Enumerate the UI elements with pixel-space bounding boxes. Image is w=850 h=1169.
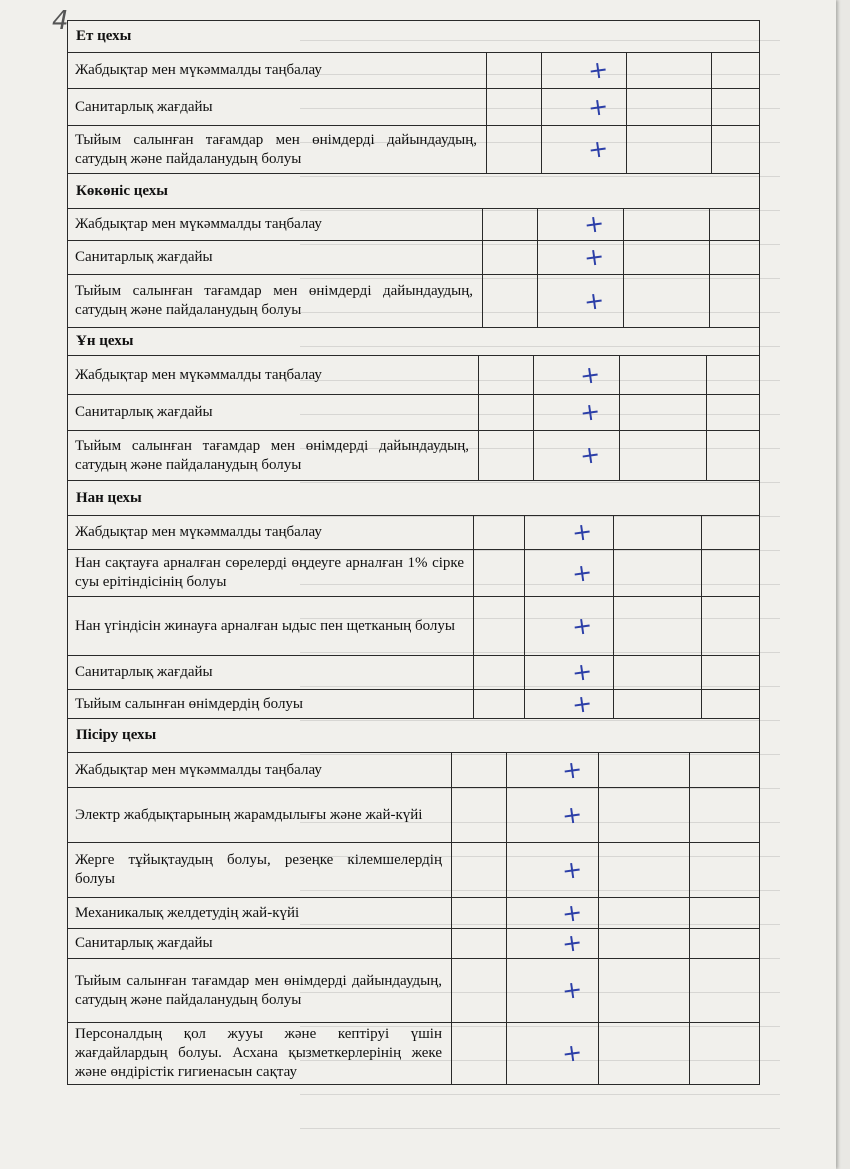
- checklist-row: [67, 752, 760, 788]
- check-mark: +: [578, 359, 602, 390]
- grid-column: [709, 275, 710, 327]
- checklist-row: [67, 125, 760, 174]
- grid-column: [701, 597, 702, 655]
- grid-column: [619, 395, 620, 430]
- checklist-row: [67, 240, 760, 275]
- grid-column: [701, 550, 702, 596]
- grid-column: [451, 753, 452, 787]
- item-text: Тыйым салынған тағамдар мен өнімдерді дайындаудың, сатудың және пайдаланудың болуы: [75, 131, 477, 167]
- check-mark: +: [560, 854, 584, 885]
- check-mark: +: [582, 285, 606, 316]
- grid-column: [598, 788, 599, 842]
- grid-column: [478, 395, 479, 430]
- checklist-row: [67, 787, 760, 843]
- grid-column: [689, 959, 690, 1022]
- grid-column: [486, 89, 487, 125]
- checklist-row: [67, 549, 760, 597]
- grid-column: [711, 89, 712, 125]
- check-mark: +: [586, 91, 610, 122]
- check-mark: +: [582, 208, 606, 240]
- item-text: Тыйым салынған тағамдар мен өнімдерді дайындаудың, сатудың және пайдаланудың болуы: [75, 972, 442, 1008]
- checklist-row: [67, 88, 760, 126]
- grid-column: [619, 356, 620, 394]
- grid-column: [613, 516, 614, 549]
- grid-column: [506, 753, 507, 787]
- grid-column: [537, 241, 538, 274]
- checklist-row: [67, 52, 760, 89]
- checklist-row: [67, 842, 760, 898]
- grid-column: [689, 753, 690, 787]
- section-header: Ұн цехы: [67, 327, 760, 356]
- grid-column: [482, 275, 483, 327]
- grid-column: [711, 126, 712, 173]
- checklist-row: [67, 958, 760, 1023]
- item-text: Электр жабдықтарының жарамдылығы және жай-күйі: [75, 806, 423, 823]
- grid-column: [451, 788, 452, 842]
- item-text: Нан сақтауға арналған сөрелерді өңдеуге арналған 1% сірке суы ерітіндісінің болуы: [75, 555, 464, 590]
- section-header: Ет цехы: [67, 20, 760, 53]
- grid-column: [689, 1023, 690, 1084]
- grid-column: [533, 395, 534, 430]
- item-text: Нан үгіндісін жинауға арналған ыдыс пен щетканың болуы: [75, 617, 455, 634]
- grid-column: [706, 431, 707, 480]
- grid-column: [709, 209, 710, 240]
- grid-column: [524, 550, 525, 596]
- grid-column: [506, 1023, 507, 1084]
- grid-column: [623, 241, 624, 274]
- grid-column: [701, 516, 702, 549]
- grid-column: [613, 656, 614, 689]
- grid-column: [613, 690, 614, 718]
- grid-column: [706, 356, 707, 394]
- grid-column: [623, 275, 624, 327]
- grid-column: [506, 788, 507, 842]
- section-header: Нан цехы: [67, 480, 760, 516]
- grid-column: [524, 656, 525, 689]
- item-text: Жерге тұйықтаудың болуы, резеңке кілемшелердің болуы: [75, 852, 442, 887]
- grid-column: [478, 431, 479, 480]
- check-mark: +: [570, 688, 594, 719]
- grid-column: [613, 550, 614, 596]
- grid-column: [506, 929, 507, 958]
- item-text: Жабдықтар мен мүкәммалды таңбалау: [75, 524, 322, 540]
- checklist-row: [67, 430, 760, 481]
- check-mark: +: [560, 1037, 584, 1069]
- grid-column: [541, 89, 542, 125]
- checklist-row: [67, 1022, 760, 1085]
- item-text: Санитарлық жағдайы: [75, 664, 213, 680]
- grid-column: [533, 431, 534, 480]
- item-text: Тыйым салынған тағамдар мен өнімдерді дайындаудың, сатудың және пайдаланудың болуы: [75, 283, 473, 318]
- grid-column: [623, 209, 624, 240]
- grid-column: [689, 929, 690, 958]
- checklist-row: [67, 355, 760, 395]
- check-mark: +: [586, 133, 610, 165]
- grid-column: [598, 929, 599, 958]
- check-mark: +: [560, 754, 584, 785]
- item-text: Санитарлық жағдайы: [75, 935, 213, 951]
- grid-column: [598, 1023, 599, 1084]
- check-mark: +: [560, 897, 584, 928]
- check-mark: +: [560, 974, 584, 1006]
- check-mark: +: [560, 799, 584, 830]
- grid-column: [473, 597, 474, 655]
- grid-column: [613, 597, 614, 655]
- checklist-row: [67, 928, 760, 959]
- grid-column: [541, 53, 542, 88]
- grid-column: [473, 690, 474, 718]
- grid-column: [524, 516, 525, 549]
- grid-column: [451, 959, 452, 1022]
- grid-column: [451, 1023, 452, 1084]
- item-text: Жабдықтар мен мүкәммалды таңбалау: [75, 62, 322, 78]
- grid-column: [709, 241, 710, 274]
- grid-column: [598, 843, 599, 897]
- section-header: Пісіру цехы: [67, 718, 760, 753]
- checklist-row: [67, 596, 760, 656]
- grid-column: [541, 126, 542, 173]
- section-header: Көкөніс цехы: [67, 173, 760, 209]
- checklist-row: [67, 515, 760, 550]
- item-text: Тыйым салынған тағамдар мен өнімдерді дайындаудың, сатудың және пайдаланудың болуы: [75, 437, 469, 473]
- checklist-row: [67, 274, 760, 328]
- grid-column: [451, 843, 452, 897]
- page-number: 4: [52, 6, 69, 36]
- check-mark: +: [570, 516, 594, 548]
- checklist-row: [67, 208, 760, 241]
- check-mark: +: [570, 656, 594, 688]
- grid-column: [626, 126, 627, 173]
- checklist-row: [67, 897, 760, 929]
- item-text: Персоналдың қол жууы және кептіруі үшін жағдайлардың болуы. Асхана қызметкерлерінің жеке және өндірістік гигиенасын сақтау: [75, 1026, 442, 1080]
- grid-column: [478, 356, 479, 394]
- grid-column: [689, 788, 690, 842]
- grid-column: [689, 843, 690, 897]
- grid-column: [598, 753, 599, 787]
- grid-column: [451, 929, 452, 958]
- grid-column: [537, 275, 538, 327]
- item-text: Жабдықтар мен мүкәммалды таңбалау: [75, 761, 322, 778]
- grid-column: [598, 959, 599, 1022]
- check-mark: +: [570, 610, 594, 641]
- grid-column: [473, 656, 474, 689]
- grid-column: [626, 53, 627, 88]
- grid-column: [524, 690, 525, 718]
- grid-column: [482, 209, 483, 240]
- grid-column: [619, 431, 620, 480]
- grid-column: [689, 898, 690, 928]
- check-mark: +: [560, 927, 584, 959]
- grid-column: [537, 209, 538, 240]
- grid-column: [506, 843, 507, 897]
- item-text: Санитарлық жағдайы: [75, 404, 213, 420]
- check-mark: +: [570, 557, 594, 588]
- grid-column: [486, 53, 487, 88]
- item-text: Санитарлық жағдайы: [75, 249, 213, 265]
- grid-column: [473, 516, 474, 549]
- item-text: Тыйым салынған өнімдердің болуы: [75, 695, 304, 712]
- check-mark: +: [582, 241, 606, 273]
- grid-column: [711, 53, 712, 88]
- grid-column: [626, 89, 627, 125]
- grid-column: [701, 656, 702, 689]
- grid-column: [706, 395, 707, 430]
- check-mark: +: [586, 54, 610, 86]
- grid-column: [473, 550, 474, 596]
- item-text: Механикалық желдетудің жай-күйі: [75, 904, 300, 921]
- check-mark: +: [578, 439, 602, 471]
- grid-column: [506, 959, 507, 1022]
- item-text: Санитарлық жағдайы: [75, 98, 213, 115]
- item-text: Жабдықтар мен мүкәммалды таңбалау: [75, 216, 322, 232]
- checklist-row: [67, 394, 760, 431]
- grid-column: [701, 690, 702, 718]
- item-text: Жабдықтар мен мүкәммалды таңбалау: [75, 366, 322, 383]
- grid-column: [451, 898, 452, 928]
- grid-column: [524, 597, 525, 655]
- grid-column: [533, 356, 534, 394]
- grid-column: [482, 241, 483, 274]
- checklist-row: [67, 689, 760, 719]
- checklist-row: [67, 655, 760, 690]
- check-mark: +: [578, 396, 602, 428]
- grid-column: [506, 898, 507, 928]
- grid-column: [486, 126, 487, 173]
- grid-column: [598, 898, 599, 928]
